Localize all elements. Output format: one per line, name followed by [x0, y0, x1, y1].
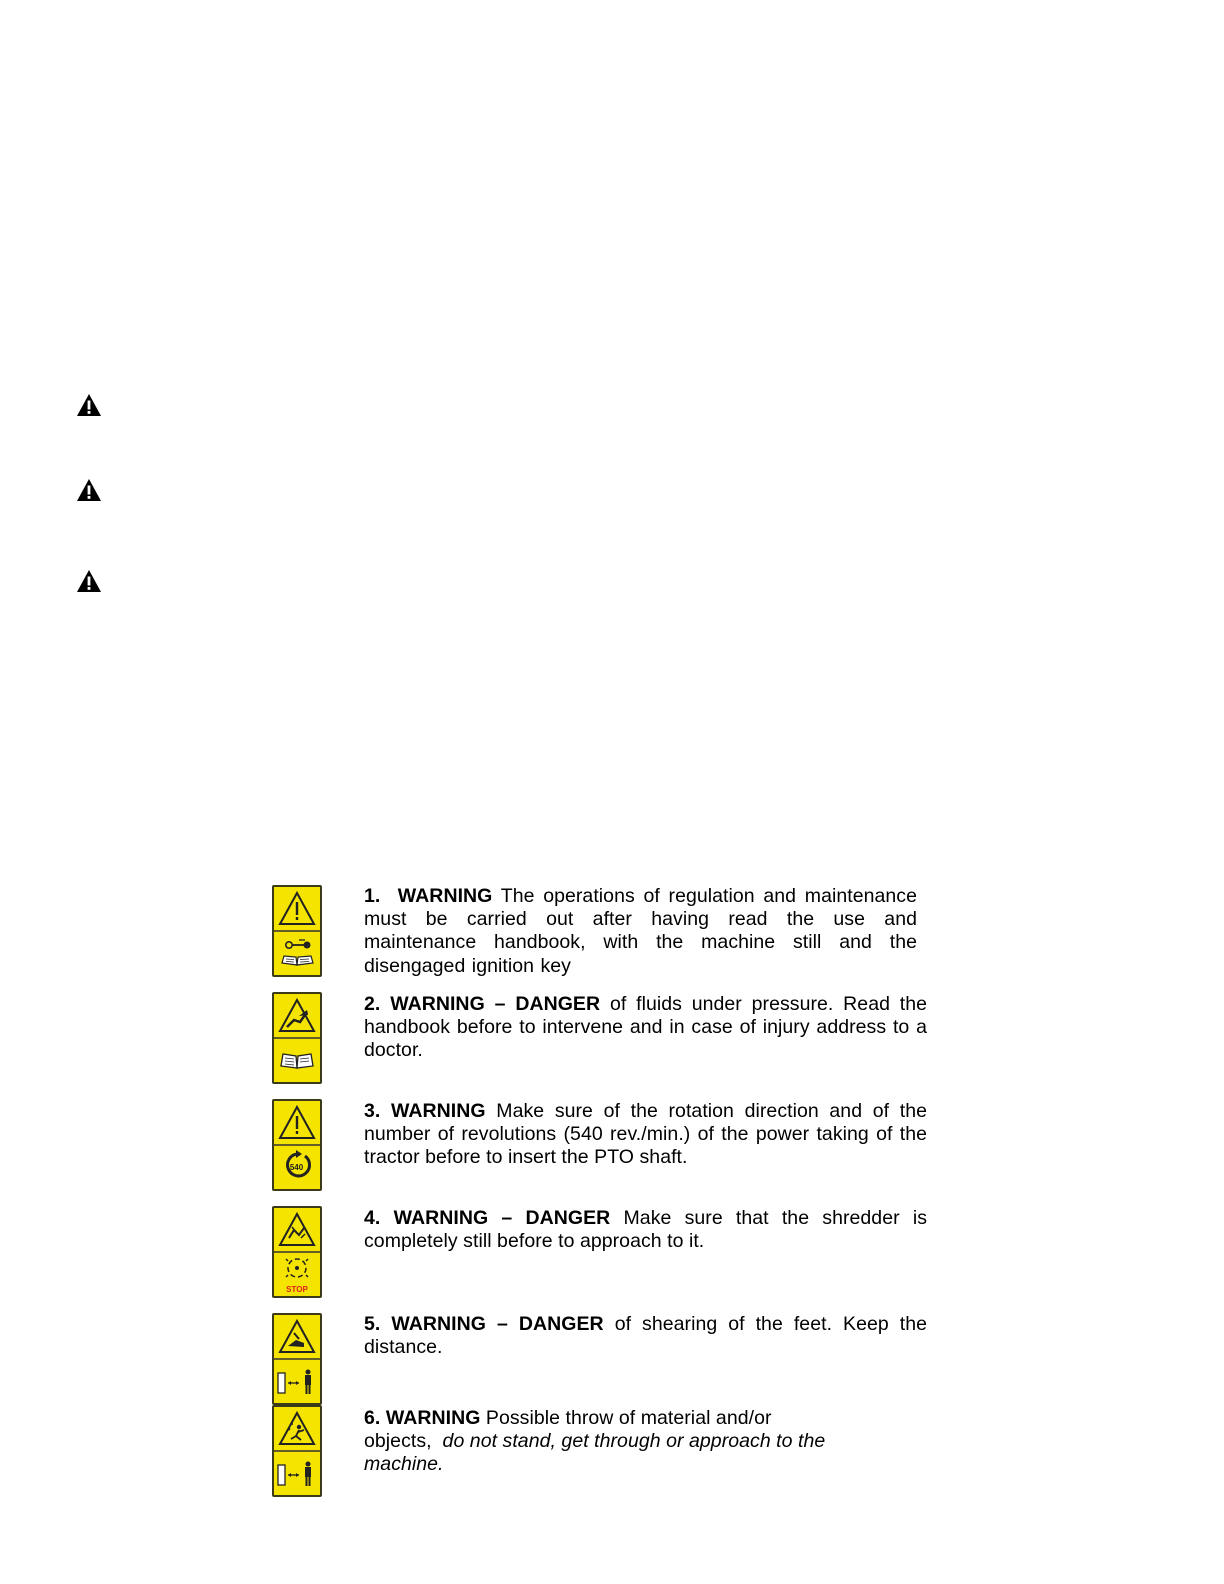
warning-1-body: The operations of regulation and maintenance must be carried out after having read the use and maintenance handbook, with the machine still and the disengaged ignition key	[364, 885, 917, 977]
warning-3-number: 3.	[364, 1100, 381, 1122]
general-warning-icon	[280, 893, 314, 924]
warning-1-label: WARNING	[397, 885, 493, 907]
warning-2-danger: DANGER	[515, 993, 601, 1015]
warning-6-body: Possible throw of material and/or objects,	[364, 1407, 772, 1453]
warning-2-number: 2.	[364, 993, 381, 1015]
warning-4-body: Make sure that the shredder is completely still before to approach to it.	[364, 1207, 928, 1253]
warning-5-number: 5.	[364, 1313, 381, 1335]
warning-triangle-icon	[76, 569, 102, 593]
warning-3-label: WARNING	[391, 1100, 486, 1122]
warning-triangle-icon	[76, 393, 102, 417]
read-handbook-icon	[281, 1054, 313, 1068]
warning-triangle-icon	[76, 478, 102, 502]
warning-5-body: of shearing of the feet. Keep the distance.	[364, 1313, 928, 1359]
warning-6-number: 6.	[364, 1407, 381, 1429]
stop-rotation-icon	[286, 1259, 308, 1294]
decal-5	[272, 1313, 322, 1405]
keep-distance-icon	[278, 1462, 311, 1487]
warning-3-body: Make sure of the rotation direction and of the number of revolutions (540 rev./min.) of the power taking of the tractor before to insert the PTO shaft.	[364, 1100, 928, 1169]
rotation-540-icon	[288, 1150, 310, 1176]
warning-4-text: 4. WARNING – DANGER Make sure that the shredder is completely still before to approach to it.	[364, 1207, 928, 1253]
warning-1-number: 1.	[364, 885, 381, 907]
warning-2-body: of fluids under pressure. Read the handbook before to intervene and in case of injury address to a doctor.	[364, 993, 928, 1062]
decal-1	[272, 885, 322, 977]
read-handbook-icon	[282, 956, 313, 965]
foot-shearing-icon	[280, 1321, 314, 1352]
keep-distance-icon	[278, 1370, 311, 1395]
ignition-key-icon	[286, 940, 311, 949]
decal-3	[272, 1099, 322, 1191]
warning-5-label: WARNING	[391, 1313, 486, 1335]
warning-6-label: WARNING	[385, 1407, 481, 1429]
decal-6	[272, 1405, 322, 1497]
general-warning-icon	[280, 1107, 314, 1138]
thrown-objects-icon	[280, 1413, 314, 1444]
warning-6-italic: do not stand, get through or approach to the machine.	[364, 1430, 826, 1476]
rotation-540-label: 540	[289, 1163, 304, 1172]
warning-2-label: WARNING	[390, 993, 485, 1015]
warning-5-danger: DANGER	[518, 1313, 604, 1335]
warning-3-text	[364, 1100, 927, 1170]
warning-1-text	[364, 885, 917, 978]
warning-4-number: 4.	[364, 1207, 381, 1229]
warning-2-text: 2. WARNING – DANGER of fluids under pressure. Read the handbook before to intervene and in case of injury address to a doctor.	[364, 993, 928, 1062]
decal-4	[272, 1206, 322, 1298]
fluid-pressure-icon	[280, 1000, 314, 1031]
warning-6-text	[364, 1407, 834, 1477]
warning-4-label: WARNING	[393, 1207, 489, 1229]
stop-label: STOP	[286, 1285, 308, 1294]
warning-5-text: 5. WARNING – DANGER of shearing of the feet. Keep the distance.	[364, 1313, 928, 1359]
warning-4-danger: DANGER	[525, 1207, 611, 1229]
decal-2	[272, 992, 322, 1084]
rotating-parts-icon	[280, 1214, 314, 1245]
